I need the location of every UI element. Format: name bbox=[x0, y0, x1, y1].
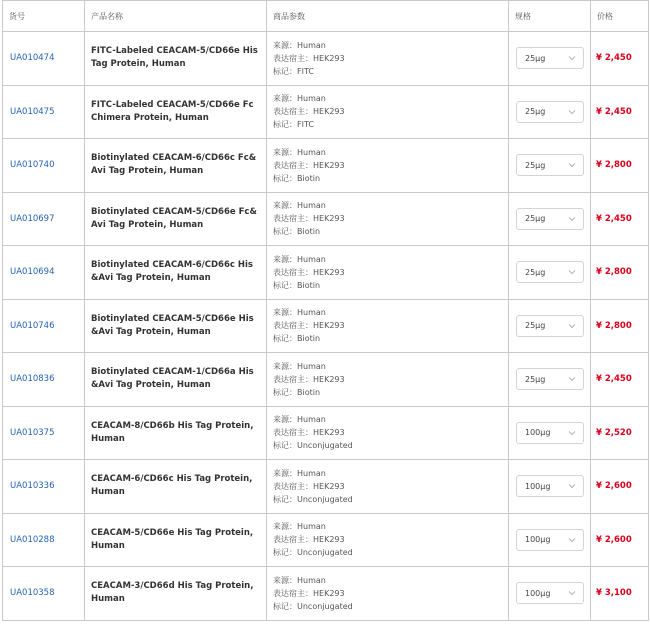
param-tag-value: Unconjugated bbox=[297, 548, 353, 558]
sku-cell bbox=[3, 139, 85, 193]
spec-cell bbox=[509, 353, 591, 407]
param-host-value: HEK293 bbox=[313, 428, 345, 438]
param-host-value: HEK293 bbox=[313, 535, 345, 545]
spec-cell bbox=[509, 192, 591, 246]
param-source-value: Human bbox=[297, 254, 326, 264]
spec-cell bbox=[509, 32, 591, 86]
param-tag-value: FITC bbox=[297, 120, 314, 130]
sku-cell bbox=[3, 406, 85, 460]
params-cell bbox=[267, 353, 509, 407]
table-body bbox=[3, 32, 649, 621]
price-cell: ¥ 2,800 bbox=[591, 246, 649, 300]
param-source bbox=[273, 92, 508, 105]
param-host-value: HEK293 bbox=[313, 267, 345, 277]
param-host-label: 表达宿主： bbox=[273, 321, 313, 331]
params-cell bbox=[267, 567, 509, 621]
table-row bbox=[3, 85, 649, 139]
param-host-label: 表达宿主： bbox=[273, 535, 313, 545]
spec-selected-value: 100μg bbox=[525, 428, 551, 438]
spec-selected-value: 25μg bbox=[525, 214, 546, 224]
params-cell bbox=[267, 513, 509, 567]
param-source bbox=[273, 467, 508, 480]
table-row bbox=[3, 299, 649, 353]
product-name: FITC-Labeled CEACAM-5/CD66e Fc Chimera Protein, Human bbox=[85, 85, 267, 139]
param-host bbox=[273, 533, 508, 546]
spec-selected-value: 100μg bbox=[525, 535, 551, 545]
param-tag-label: 标记： bbox=[273, 120, 297, 130]
param-tag-label: 标记： bbox=[273, 334, 297, 344]
param-host-label: 表达宿主： bbox=[273, 267, 313, 277]
param-source-value: Human bbox=[297, 147, 326, 157]
product-name: FITC-Labeled CEACAM-5/CD66e His Tag Protein, Human bbox=[85, 32, 267, 86]
spec-cell bbox=[509, 567, 591, 621]
param-source-value: Human bbox=[297, 468, 326, 478]
param-tag-value: Unconjugated bbox=[297, 601, 353, 611]
param-source-label: 来源： bbox=[273, 308, 297, 318]
product-name: CEACAM-5/CD66e His Tag Protein, Human bbox=[85, 513, 267, 567]
param-tag-label: 标记： bbox=[273, 173, 297, 183]
param-tag-value: Biotin bbox=[297, 334, 321, 344]
param-source-value: Human bbox=[297, 415, 326, 425]
param-host-value: HEK293 bbox=[313, 214, 345, 224]
chevron-down-icon bbox=[565, 51, 579, 65]
spec-select[interactable] bbox=[516, 475, 584, 497]
params-cell bbox=[267, 85, 509, 139]
param-tag-label: 标记： bbox=[273, 280, 297, 290]
param-host-value: HEK293 bbox=[313, 107, 345, 117]
table-row bbox=[3, 567, 649, 621]
param-source-label: 来源： bbox=[273, 40, 297, 50]
price-cell: ¥ 2,450 bbox=[591, 353, 649, 407]
spec-select[interactable] bbox=[516, 208, 584, 230]
param-tag bbox=[273, 439, 508, 452]
header-name: 产品名称 bbox=[85, 1, 267, 32]
param-tag bbox=[273, 493, 508, 506]
sku-link[interactable]: UA010694 bbox=[10, 267, 55, 278]
sku-link[interactable]: UA010746 bbox=[10, 320, 55, 331]
sku-cell bbox=[3, 460, 85, 514]
sku-cell bbox=[3, 353, 85, 407]
product-name: Biotinylated CEACAM-6/CD66c His&Avi Tag Protein, Human bbox=[85, 246, 267, 300]
sku-link[interactable]: UA010288 bbox=[10, 534, 55, 545]
spec-cell bbox=[509, 460, 591, 514]
product-name: Biotinylated CEACAM-6/CD66c Fc&Avi Tag Protein, Human bbox=[85, 139, 267, 193]
params-cell bbox=[267, 192, 509, 246]
params-cell bbox=[267, 406, 509, 460]
param-source-value: Human bbox=[297, 522, 326, 532]
product-name: CEACAM-8/CD66b His Tag Protein, Human bbox=[85, 406, 267, 460]
param-tag-value: Biotin bbox=[297, 173, 321, 183]
spec-select[interactable] bbox=[516, 368, 584, 390]
param-tag-label: 标记： bbox=[273, 494, 297, 504]
param-tag bbox=[273, 65, 508, 78]
param-host-label: 表达宿主： bbox=[273, 374, 313, 384]
header-price: 价格 bbox=[591, 1, 649, 32]
param-host-label: 表达宿主： bbox=[273, 214, 313, 224]
table-row bbox=[3, 139, 649, 193]
param-host-value: HEK293 bbox=[313, 588, 345, 598]
param-host-label: 表达宿主： bbox=[273, 481, 313, 491]
param-host bbox=[273, 426, 508, 439]
param-tag-label: 标记： bbox=[273, 66, 297, 76]
spec-selected-value: 25μg bbox=[525, 160, 546, 170]
param-tag-value: Unconjugated bbox=[297, 494, 353, 504]
param-source-value: Human bbox=[297, 94, 326, 104]
param-source-value: Human bbox=[297, 575, 326, 585]
param-host-label: 表达宿主： bbox=[273, 428, 313, 438]
header-row bbox=[3, 1, 649, 32]
spec-selected-value: 25μg bbox=[525, 321, 546, 331]
params-cell bbox=[267, 32, 509, 86]
param-tag-value: Biotin bbox=[297, 387, 321, 397]
table-row bbox=[3, 32, 649, 86]
param-source-label: 来源： bbox=[273, 522, 297, 532]
chevron-down-icon bbox=[565, 158, 579, 172]
spec-select[interactable] bbox=[516, 101, 584, 123]
param-source-label: 来源： bbox=[273, 201, 297, 211]
param-host bbox=[273, 212, 508, 225]
sku-link[interactable]: UA010475 bbox=[10, 106, 55, 117]
sku-link[interactable]: UA010375 bbox=[10, 427, 55, 438]
price-cell: ¥ 2,600 bbox=[591, 513, 649, 567]
param-host bbox=[273, 587, 508, 600]
chevron-down-icon bbox=[565, 533, 579, 547]
param-source-label: 来源： bbox=[273, 415, 297, 425]
chevron-down-icon bbox=[565, 212, 579, 226]
param-tag-value: FITC bbox=[297, 66, 314, 76]
param-source bbox=[273, 413, 508, 426]
product-name: Biotinylated CEACAM-1/CD66a His&Avi Tag Protein, Human bbox=[85, 353, 267, 407]
param-tag bbox=[273, 225, 508, 238]
param-tag-label: 标记： bbox=[273, 601, 297, 611]
spec-select[interactable] bbox=[516, 529, 584, 551]
table-header bbox=[3, 1, 649, 32]
header-sku: 货号 bbox=[3, 1, 85, 32]
param-source bbox=[273, 520, 508, 533]
param-tag bbox=[273, 546, 508, 559]
param-source-label: 来源： bbox=[273, 94, 297, 104]
table-row bbox=[3, 353, 649, 407]
param-host bbox=[273, 319, 508, 332]
spec-selected-value: 25μg bbox=[525, 107, 546, 117]
param-source bbox=[273, 199, 508, 212]
param-tag-value: Biotin bbox=[297, 280, 321, 290]
chevron-down-icon bbox=[565, 319, 579, 333]
sku-cell bbox=[3, 299, 85, 353]
header-params: 商品参数 bbox=[267, 1, 509, 32]
spec-selected-value: 25μg bbox=[525, 267, 546, 277]
param-tag-label: 标记： bbox=[273, 548, 297, 558]
param-host-label: 表达宿主： bbox=[273, 107, 313, 117]
sku-cell bbox=[3, 246, 85, 300]
sku-cell bbox=[3, 192, 85, 246]
param-tag-label: 标记： bbox=[273, 387, 297, 397]
param-tag bbox=[273, 172, 508, 185]
sku-link[interactable]: UA010474 bbox=[10, 53, 55, 64]
spec-cell bbox=[509, 139, 591, 193]
params-cell bbox=[267, 460, 509, 514]
price-cell: ¥ 2,450 bbox=[591, 32, 649, 86]
param-source-label: 来源： bbox=[273, 147, 297, 157]
price-cell: ¥ 2,520 bbox=[591, 406, 649, 460]
spec-cell bbox=[509, 299, 591, 353]
spec-selected-value: 100μg bbox=[525, 588, 551, 598]
sku-link[interactable]: UA010358 bbox=[10, 588, 55, 599]
chevron-down-icon bbox=[565, 426, 579, 440]
param-source bbox=[273, 253, 508, 266]
param-source-label: 来源： bbox=[273, 468, 297, 478]
sku-link[interactable]: UA010697 bbox=[10, 213, 55, 224]
header-spec: 规格 bbox=[509, 1, 591, 32]
table-row bbox=[3, 192, 649, 246]
params-cell bbox=[267, 139, 509, 193]
spec-cell bbox=[509, 246, 591, 300]
param-host-value: HEK293 bbox=[313, 374, 345, 384]
spec-selected-value: 25μg bbox=[525, 374, 546, 384]
spec-select[interactable] bbox=[516, 315, 584, 337]
param-host bbox=[273, 159, 508, 172]
param-tag bbox=[273, 386, 508, 399]
sku-link[interactable]: UA010740 bbox=[10, 160, 55, 171]
param-host-value: HEK293 bbox=[313, 321, 345, 331]
param-source bbox=[273, 39, 508, 52]
table-row bbox=[3, 513, 649, 567]
spec-cell bbox=[509, 406, 591, 460]
sku-cell bbox=[3, 513, 85, 567]
param-tag bbox=[273, 332, 508, 345]
param-source-value: Human bbox=[297, 308, 326, 318]
param-host-label: 表达宿主： bbox=[273, 53, 313, 63]
product-table bbox=[2, 0, 649, 621]
table-row bbox=[3, 460, 649, 514]
sku-link[interactable]: UA010336 bbox=[10, 481, 55, 492]
param-source-label: 来源： bbox=[273, 361, 297, 371]
price-cell: ¥ 2,800 bbox=[591, 299, 649, 353]
param-host-value: HEK293 bbox=[313, 53, 345, 63]
chevron-down-icon bbox=[565, 372, 579, 386]
price-cell: ¥ 2,450 bbox=[591, 85, 649, 139]
price-cell: ¥ 2,600 bbox=[591, 460, 649, 514]
param-tag bbox=[273, 279, 508, 292]
product-name: CEACAM-3/CD66d His Tag Protein, Human bbox=[85, 567, 267, 621]
param-tag-value: Unconjugated bbox=[297, 441, 353, 451]
param-source bbox=[273, 146, 508, 159]
sku-cell bbox=[3, 32, 85, 86]
spec-select[interactable] bbox=[516, 582, 584, 604]
chevron-down-icon bbox=[565, 479, 579, 493]
spec-select[interactable] bbox=[516, 154, 584, 176]
product-name: Biotinylated CEACAM-5/CD66e Fc&Avi Tag Protein, Human bbox=[85, 192, 267, 246]
param-source-label: 来源： bbox=[273, 575, 297, 585]
spec-selected-value: 25μg bbox=[525, 53, 546, 63]
params-cell bbox=[267, 246, 509, 300]
table-row bbox=[3, 246, 649, 300]
product-name: CEACAM-6/CD66c His Tag Protein, Human bbox=[85, 460, 267, 514]
product-name: Biotinylated CEACAM-5/CD66e His&Avi Tag Protein, Human bbox=[85, 299, 267, 353]
spec-select[interactable] bbox=[516, 261, 584, 283]
chevron-down-icon bbox=[565, 265, 579, 279]
spec-select[interactable] bbox=[516, 422, 584, 444]
param-source-value: Human bbox=[297, 201, 326, 211]
price-cell: ¥ 2,450 bbox=[591, 192, 649, 246]
param-tag-value: Biotin bbox=[297, 227, 321, 237]
price-cell: ¥ 3,100 bbox=[591, 567, 649, 621]
param-source bbox=[273, 360, 508, 373]
price-cell: ¥ 2,800 bbox=[591, 139, 649, 193]
spec-select[interactable] bbox=[516, 47, 584, 69]
param-host bbox=[273, 373, 508, 386]
param-host bbox=[273, 105, 508, 118]
param-host bbox=[273, 480, 508, 493]
param-host-label: 表达宿主： bbox=[273, 588, 313, 598]
param-tag bbox=[273, 600, 508, 613]
param-tag bbox=[273, 118, 508, 131]
param-tag-label: 标记： bbox=[273, 441, 297, 451]
param-source-value: Human bbox=[297, 40, 326, 50]
param-source bbox=[273, 574, 508, 587]
param-host bbox=[273, 266, 508, 279]
chevron-down-icon bbox=[565, 105, 579, 119]
param-host bbox=[273, 52, 508, 65]
table-row bbox=[3, 406, 649, 460]
param-source bbox=[273, 306, 508, 319]
sku-cell bbox=[3, 567, 85, 621]
spec-cell bbox=[509, 513, 591, 567]
chevron-down-icon bbox=[565, 586, 579, 600]
sku-cell bbox=[3, 85, 85, 139]
sku-link[interactable]: UA010836 bbox=[10, 374, 55, 385]
param-host-value: HEK293 bbox=[313, 481, 345, 491]
param-source-value: Human bbox=[297, 361, 326, 371]
param-tag-label: 标记： bbox=[273, 227, 297, 237]
param-host-value: HEK293 bbox=[313, 160, 345, 170]
spec-cell bbox=[509, 85, 591, 139]
param-host-label: 表达宿主： bbox=[273, 160, 313, 170]
params-cell bbox=[267, 299, 509, 353]
spec-selected-value: 100μg bbox=[525, 481, 551, 491]
param-source-label: 来源： bbox=[273, 254, 297, 264]
